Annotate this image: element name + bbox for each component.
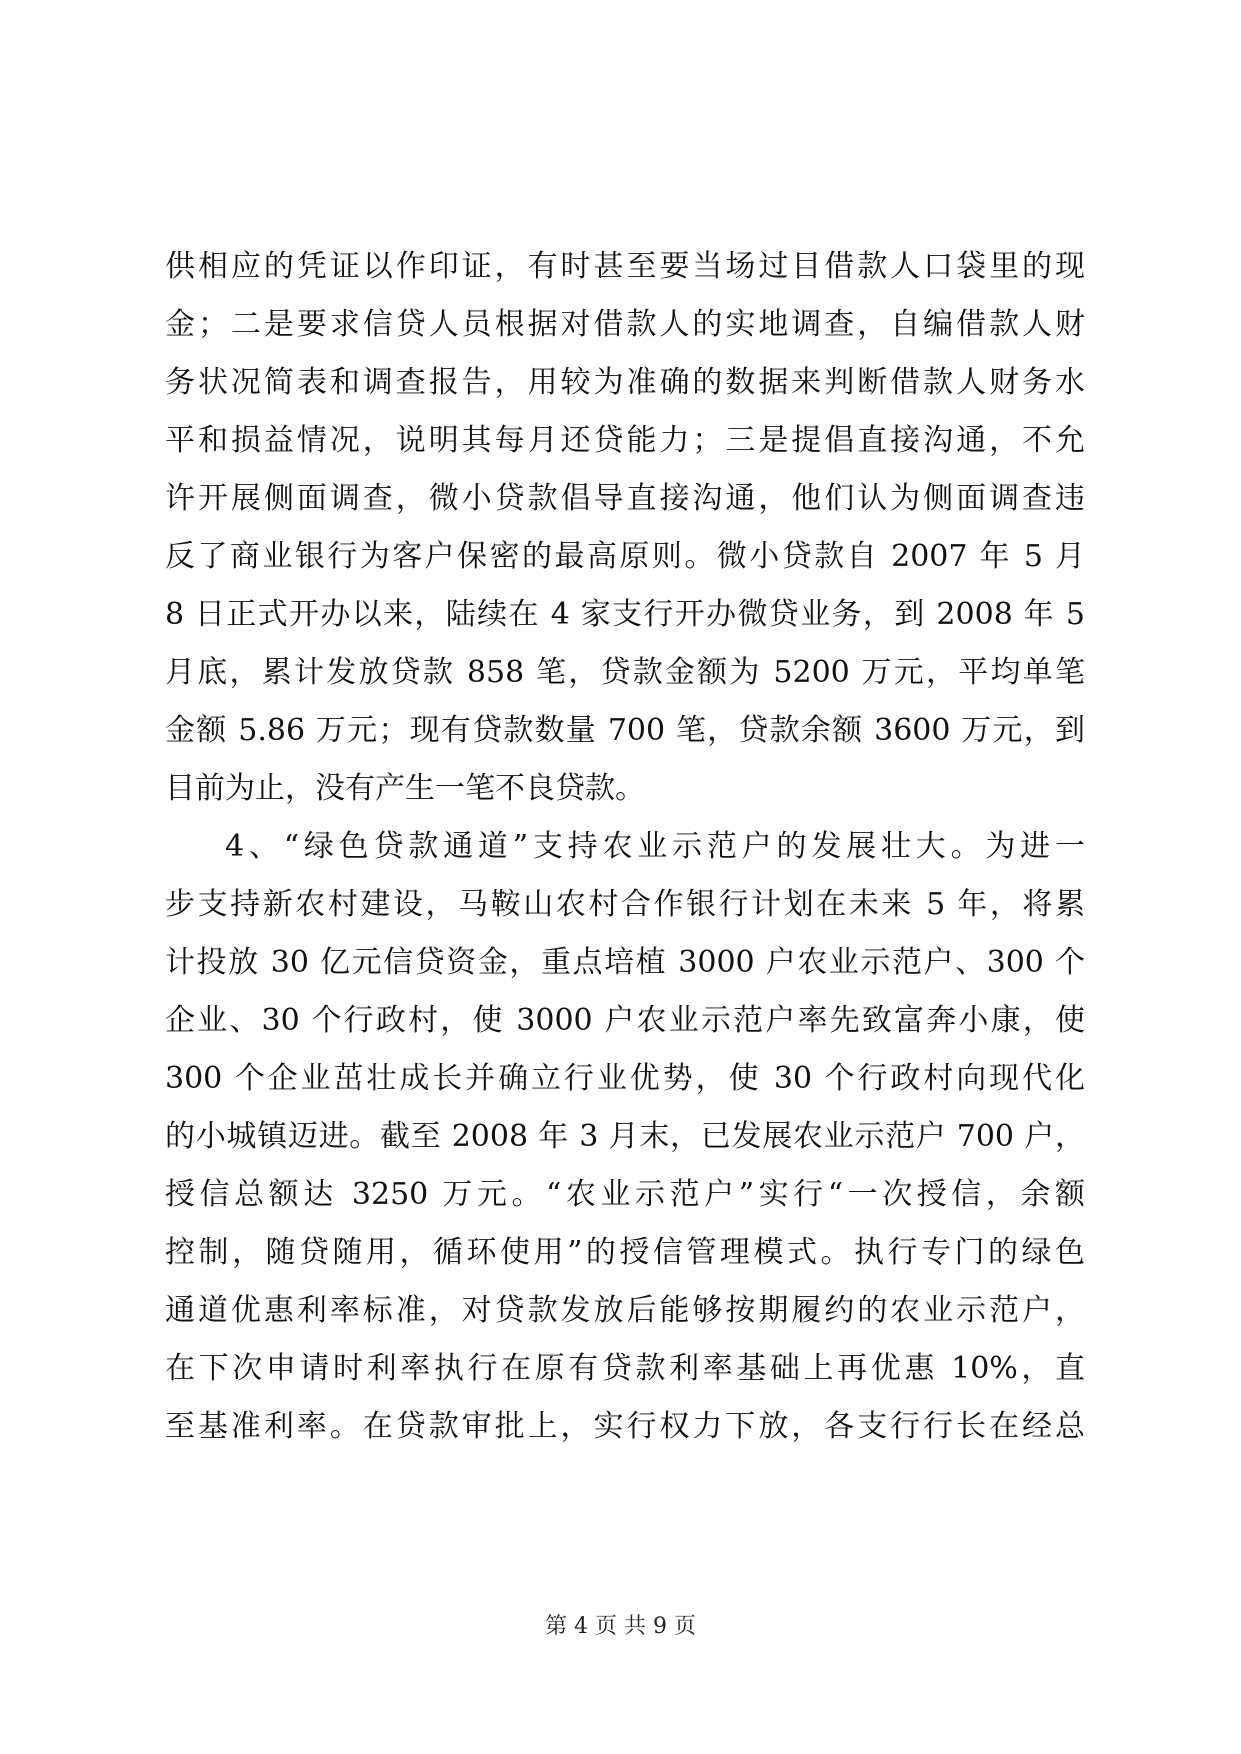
text-line: 4、“绿色贷款通道”支持农业示范户的发展壮大。为进一 — [225, 829, 1085, 864]
text-line: 月底，累计发放贷款 858 笔，贷款金额为 5200 万元，平均单笔 — [165, 655, 1085, 690]
text-line: 平和损益情况，说明其每月还贷能力；三是提倡直接沟通，不允 — [165, 423, 1085, 458]
text-line: 300 个企业茁壮成长并确立行业优势，使 30 个行政村向现代化 — [165, 1061, 1085, 1096]
text-line: 务状况简表和调查报告，用较为准确的数据来判断借款人财务水 — [165, 365, 1085, 400]
text-line: 企业、30 个行政村，使 3000 户农业示范户率先致富奔小康，使 — [165, 1003, 1085, 1038]
page-footer — [0, 1612, 1241, 1642]
text-line: 在下次申请时利率执行在原有贷款利率基础上再优惠 10%，直 — [165, 1351, 1085, 1386]
text-line: 控制，随贷随用，循环使用”的授信管理模式。执行专门的绿色 — [165, 1235, 1085, 1270]
paragraph-continued — [165, 238, 1085, 818]
text-line: 8 日正式开办以来，陆续在 4 家支行开办微贷业务，到 2008 年 5 — [165, 597, 1085, 632]
document-body — [165, 238, 1085, 1456]
text-line: 的小城镇迈进。截至 2008 年 3 月末，已发展农业示范户 700 户， — [165, 1119, 1085, 1154]
text-line: 计投放 30 亿元信贷资金，重点培植 3000 户农业示范户、300 个 — [165, 945, 1085, 980]
text-line: 通道优惠利率标准，对贷款发放后能够按期履约的农业示范户， — [165, 1293, 1085, 1328]
text-line: 至基准利率。在贷款审批上，实行权力下放，各支行行长在经总 — [165, 1409, 1085, 1444]
page-number: 第 4 页 共 9 页 — [545, 1614, 696, 1639]
text-line: 授信总额达 3250 万元。“农业示范户”实行“一次授信，余额 — [165, 1177, 1085, 1212]
text-line: 金；二是要求信贷人员根据对借款人的实地调查，自编借款人财 — [165, 307, 1085, 342]
text-line: 目前为止，没有产生一笔不良贷款。 — [165, 771, 645, 806]
text-line: 许开展侧面调查，微小贷款倡导直接沟通，他们认为侧面调查违 — [165, 481, 1085, 516]
paragraph-4 — [165, 818, 1085, 1456]
text-line: 供相应的凭证以作印证，有时甚至要当场过目借款人口袋里的现 — [165, 249, 1085, 284]
text-line: 步支持新农村建设，马鞍山农村合作银行计划在未来 5 年，将累 — [165, 887, 1085, 922]
text-line: 反了商业银行为客户保密的最高原则。微小贷款自 2007 年 5 月 — [165, 539, 1085, 574]
text-line: 金额 5.86 万元；现有贷款数量 700 笔，贷款余额 3600 万元，到 — [165, 713, 1085, 748]
